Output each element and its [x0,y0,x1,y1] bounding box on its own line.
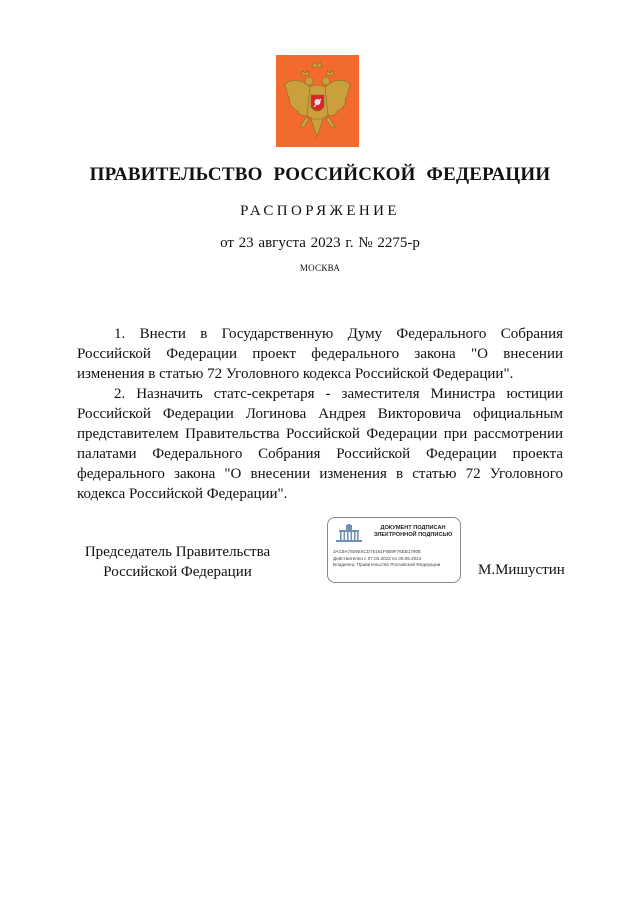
government-building-icon [335,524,363,544]
signer-title-line1: Председатель Правительства [84,544,271,560]
esig-serial: 3AC9A79290SCD76161F0B9F76EB1790E [333,549,422,554]
coat-of-arms-icon [276,55,359,147]
signer-name: М.Мишустин [478,562,565,578]
esig-heading-line2: ЭЛЕКТРОННОЙ ПОДПИСЬЮ [373,532,453,538]
document-date-number: от 23 августа 2023 г. № 2275-р [220,235,420,251]
paragraph-2: 2. Назначить статс-секретаря - заместителя Министра юстиции Российской Федерации Логинова Андрея Викторовича официальным представителем Правительства Российской Федерации при рассмотрении палатами Федерального Собрания Российской Федерации проекта федерального закона "О внесении изменения в статью 72 Уголовного кодекса Российской Федерации". [77,386,563,502]
esig-heading-line1: ДОКУМЕНТ ПОДПИСАН [380,525,446,531]
electronic-signature-stamp [327,517,461,583]
signer-title-line2: Российской Федерации [103,564,252,580]
document-type: РАСПОРЯЖЕНИЕ [240,203,400,219]
signer-title [70,542,285,582]
esig-validity: Действителен с 07.03.2023 по 30.05.2024 [333,556,422,561]
document-city: МОСКВА [299,263,341,273]
paragraph-1: 1. Внести в Государственную Думу Федерального Собрания Российской Федерации проект федерального закона "О внесении изменения в статью 72 Уголовного кодекса Российской Федерации". [77,326,563,382]
government-title: ПРАВИТЕЛЬСТВО РОССИЙСКОЙ ФЕДЕРАЦИИ [89,164,551,185]
document-body [77,324,563,504]
esig-owner: Владелец: Правительство Российской Федерации [333,562,441,567]
esig-heading [368,525,458,539]
